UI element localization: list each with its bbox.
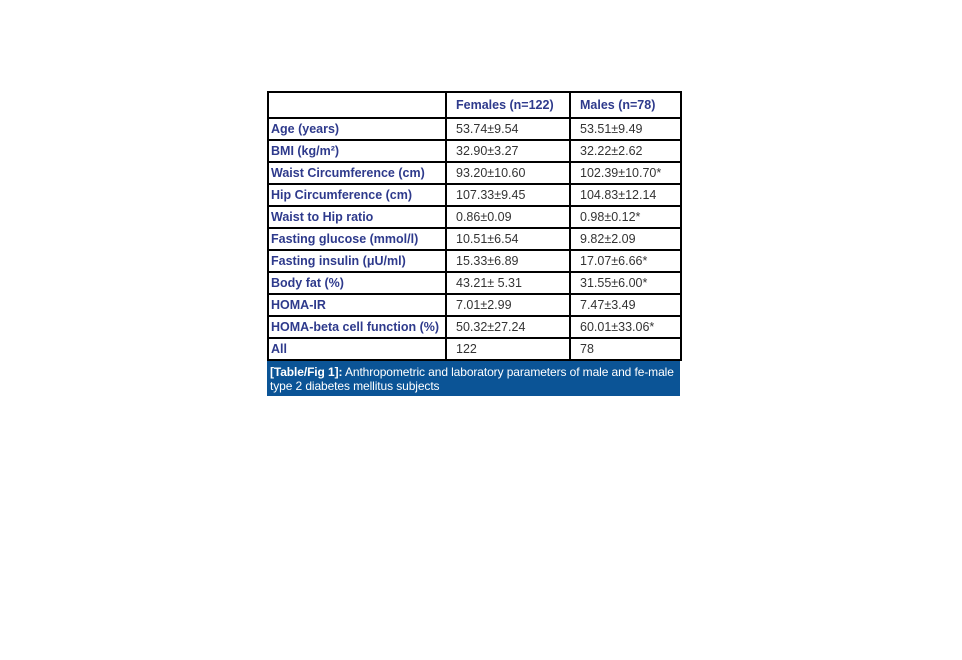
females-value: 7.01±2.99 [446,294,570,316]
males-value: 53.51±9.49 [570,118,681,140]
table-row [268,162,681,184]
females-value: 50.32±27.24 [446,316,570,338]
table-row [268,228,681,250]
row-label: Age (years) [268,118,446,140]
males-value: 104.83±12.14 [570,184,681,206]
males-value: 60.01±33.06* [570,316,681,338]
males-value: 9.82±2.09 [570,228,681,250]
table-row [268,184,681,206]
header-females: Females (n=122) [446,92,570,118]
females-value: 32.90±3.27 [446,140,570,162]
males-value: 78 [570,338,681,360]
row-label: Fasting glucose (mmol/l) [268,228,446,250]
males-value: 102.39±10.70* [570,162,681,184]
table-row [268,140,681,162]
table-figure [267,91,680,396]
females-value: 107.33±9.45 [446,184,570,206]
females-value: 10.51±6.54 [446,228,570,250]
table-caption [267,361,680,396]
row-label: Waist Circumference (cm) [268,162,446,184]
caption-ref: [Table/Fig 1]: [270,365,343,379]
males-value: 0.98±0.12* [570,206,681,228]
males-value: 17.07±6.66* [570,250,681,272]
caption-text: Anthropometric and laboratory parameters of male and fe-male type 2 diabetes mellitus subjects [270,365,674,393]
table-row [268,294,681,316]
table-header-row [268,92,681,118]
females-value: 122 [446,338,570,360]
row-label: Waist to Hip ratio [268,206,446,228]
header-empty [268,92,446,118]
parameters-table [267,91,682,361]
row-label: Fasting insulin (μU/ml) [268,250,446,272]
females-value: 93.20±10.60 [446,162,570,184]
table-row [268,250,681,272]
row-label: Body fat (%) [268,272,446,294]
males-value: 7.47±3.49 [570,294,681,316]
table-row [268,316,681,338]
row-label: BMI (kg/m²) [268,140,446,162]
table-row [268,118,681,140]
table-row [268,206,681,228]
row-label: All [268,338,446,360]
table-row [268,272,681,294]
females-value: 53.74±9.54 [446,118,570,140]
females-value: 43.21± 5.31 [446,272,570,294]
row-label: HOMA-beta cell function (%) [268,316,446,338]
table-row [268,338,681,360]
header-males: Males (n=78) [570,92,681,118]
row-label: HOMA-IR [268,294,446,316]
females-value: 0.86±0.09 [446,206,570,228]
males-value: 31.55±6.00* [570,272,681,294]
males-value: 32.22±2.62 [570,140,681,162]
row-label: Hip Circumference (cm) [268,184,446,206]
females-value: 15.33±6.89 [446,250,570,272]
